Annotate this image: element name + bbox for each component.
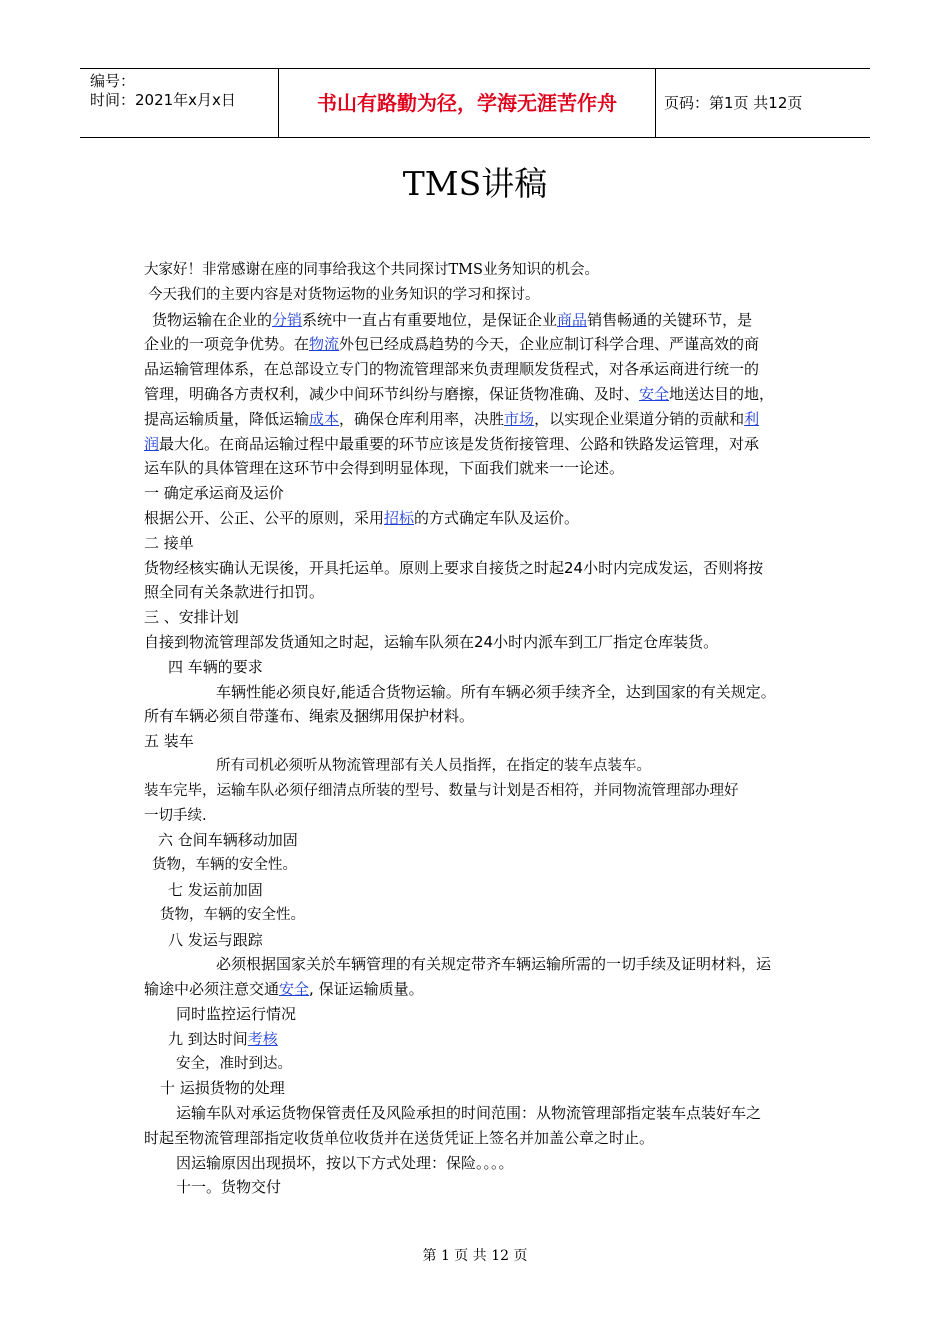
page-footer: 第 1 页 共 12 页 <box>422 1248 528 1264</box>
link-shichang[interactable]: 市场 <box>504 409 535 428</box>
link-anquan[interactable]: 安全 <box>279 980 310 999</box>
link-chengben[interactable]: 成本 <box>309 409 340 428</box>
paragraph-line: 运车队的具体管理在这环节中会得到明显体现，下面我们就来一一论述。 <box>144 459 625 478</box>
link-wuliu[interactable]: 物流 <box>309 335 340 354</box>
header-meta-cell <box>80 69 278 137</box>
link-run[interactable]: 润 <box>144 434 160 453</box>
paragraph-line: 时起至物流管理部指定收货单位收货并在送货凭证上签名并加盖公章之时止。 <box>144 1128 655 1147</box>
paragraph-line: 货物运输在企业的分销系统中一直占有重要地位，是保证企业商品销售畅通的关键环节，是 <box>152 310 753 329</box>
link-zhaobiao[interactable]: 招标 <box>384 508 415 527</box>
paragraph-line: 运输车队对承运货物保管责任及风险承担的时间范围：从物流管理部指定装车点装好车之 <box>176 1104 762 1123</box>
section-heading: 六 仓间车辆移动加固 <box>158 831 298 850</box>
paragraph-line: 企业的一项竞争优势。在物流外包已经成爲趋势的今天，企业应制订科学合理、严谨高效的商 <box>144 335 760 354</box>
section-heading: 十一。货物交付 <box>176 1178 282 1197</box>
page-title: TMS讲稿 <box>402 164 548 203</box>
section-heading: 十 运损货物的处理 <box>160 1079 285 1098</box>
section-heading: 一 确定承运商及运价 <box>144 484 284 503</box>
paragraph-line: 装车完毕，运输车队必须仔细清点所装的型号、数量与计划是否相符，并同物流管理部办理好 <box>144 782 739 799</box>
paragraph-line: 同时监控运行情况 <box>176 1004 297 1023</box>
link-anquan[interactable]: 安全 <box>639 384 670 403</box>
paragraph-line: 车辆性能必须良好,能适合货物运输。所有车辆必须手续齐全，达到国家的有关规定。 <box>216 682 776 701</box>
paragraph-line: 货物经核实确认无误後，开具托运单。原则上要求自接货之时起24小时内完成发运，否则将按 <box>144 558 764 577</box>
page-label-cell: 页码：第1页 共12页 <box>664 94 803 112</box>
paragraph-line: 因运输原因出现损坏，按以下方式处理：保险。。。。 <box>176 1153 514 1172</box>
section-heading: 八 发运与跟踪 <box>168 930 263 949</box>
link-li[interactable]: 利 <box>744 409 760 428</box>
paragraph-line: 管理，明确各方责权利，减少中间环节纠纷与磨擦，保证货物准确、及时、安全地送达目的地， <box>144 384 775 403</box>
section-heading: 四 车辆的要求 <box>168 657 263 676</box>
paragraph-line: 一切手续. <box>144 807 207 824</box>
motto-cell: 书山有路勤为径，学海无涯苦作舟 <box>278 69 656 137</box>
link-kaohe[interactable]: 考核 <box>247 1029 278 1048</box>
link-fenxiao[interactable]: 分销 <box>272 310 303 329</box>
date-label: 时间：2021年x月x日 <box>90 91 236 109</box>
paragraph-line: 所有车辆必须自带蓬布、绳索及捆绑用保护材料。 <box>144 707 475 726</box>
paragraph-line: 自接到物流管理部发货通知之时起，运输车队须在24小时内派车到工厂指定仓库装货。 <box>144 632 719 651</box>
paragraph-line: 必须根据国家关於车辆管理的有关规定带齐车辆运输所需的一切手续及证明材料，运 <box>216 955 772 974</box>
section-heading: 二 接单 <box>144 533 194 552</box>
paragraph-line: 根据公开、公正、公平的原则，采用招标的方式确定车队及运价。 <box>144 508 580 527</box>
link-shangpin[interactable]: 商品 <box>557 310 588 329</box>
section-heading: 三 、安排计划 <box>144 608 239 627</box>
paragraph-line: 货物，车辆的安全性。 <box>152 857 297 874</box>
paragraph-line: 照全同有关条款进行扣罚。 <box>144 583 325 602</box>
document-body <box>144 258 824 1200</box>
paragraph-line: 提高运输质量，降低运输成本，确保仓库利用率，决胜市场，以实现企业渠道分销的贡献和利 <box>144 409 760 428</box>
intro-line: 大家好！非常感谢在座的同事给我这个共同探讨TMS业务知识的机会。 <box>144 262 599 278</box>
intro-line: 今天我们的主要内容是对货物运物的业务知识的学习和探讨。 <box>148 286 540 303</box>
section-heading: 七 发运前加固 <box>168 880 263 899</box>
paragraph-line: 安全，准时到达。 <box>176 1055 292 1072</box>
paragraph-line: 品运输管理体系，在总部设立专门的物流管理部来负责理顺发货程式，对各承运商进行统一的 <box>144 360 760 379</box>
header-table <box>80 68 870 138</box>
section-heading: 五 装车 <box>144 732 194 751</box>
number-label: 编号： <box>90 72 136 90</box>
paragraph-line: 所有司机必须听从物流管理部有关人员指挥，在指定的装车点装车。 <box>216 757 651 774</box>
paragraph-line: 输途中必须注意交通安全, 保证运输质量。 <box>144 980 424 999</box>
paragraph-line: 润最大化。在商品运输过程中最重要的环节应该是发货衔接管理、公路和铁路发运管理，对承 <box>144 434 760 453</box>
section-heading: 九 到达时间考核 <box>168 1029 278 1048</box>
paragraph-line: 货物，车辆的安全性。 <box>160 906 305 923</box>
